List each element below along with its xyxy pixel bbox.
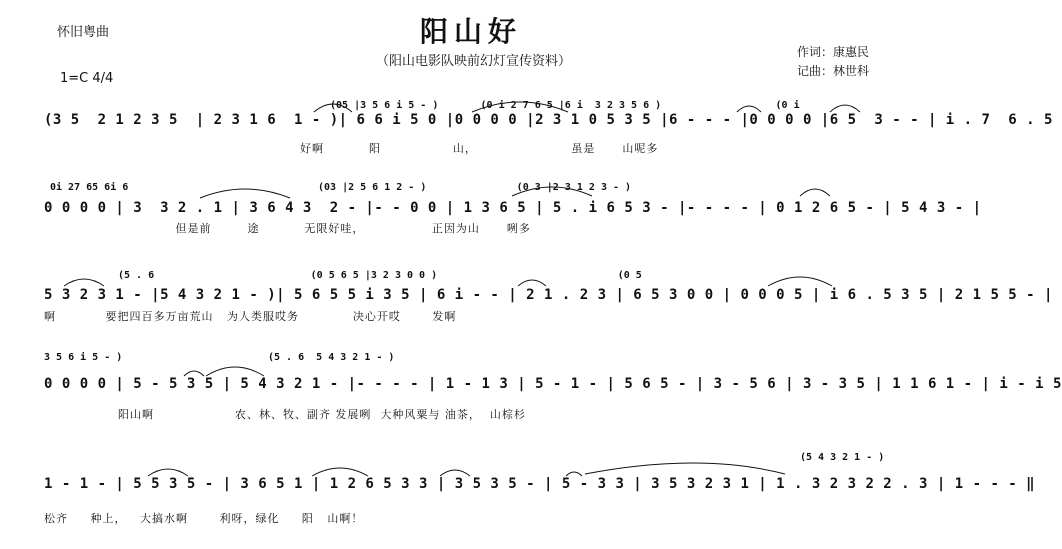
- line-3-notes: 5 3 2 3 1 - |5 4 3 2 1 - )| 5 6 5 5 i 3 5 | 6 i - - | 2 1 . 2 3 | 6 5 3 0 0 | 0 0 0 5 | i 6 . 5 3 5 | 2 1 5 5 - |: [44, 287, 1053, 303]
- line-1-notes: (3 5 2 1 2 3 5 | 2 3 1 6 1 - )| 6 6 i 5 0 |0 0 0 0 |2 3 1 0 5 3 5 |6 - - - |0 0 0 0 |6 5 3 - - | i . 7 6 . 5: [44, 112, 1053, 128]
- line-3-paren-melody: (5 . 6 (0 5 6 5 |3 2 3 0 0 ) (0 5: [118, 270, 642, 281]
- line-2-pre-notes: 0i 27 65 6i 6: [50, 182, 129, 193]
- key-signature: 1=C 4/4: [60, 71, 114, 86]
- line-1-paren-melody: (05 |3 5 6 i 5 - ) (0 i 2 7 6 5 |6 i 3 2 3 5 6 ) (0 i: [330, 100, 800, 111]
- score-line-5: [0, 448, 1036, 538]
- line-2-notes: 0 0 0 0 | 3 3 2 . 1 | 3 6 4 3 2 - |- - 0 0 | 1 3 6 5 | 5 . i 6 5 3 - |- - - - | 0 1 2 6 5 - | 5 4 3 - |: [44, 200, 982, 216]
- score-line-1: [0, 94, 1053, 184]
- category-label: 怀旧粤曲: [57, 25, 110, 40]
- line-5-notes: 1 - 1 - | 5 5 3 5 - | 3 6 5 1 | 1 2 6 5 3 3 | 3 5 3 5 - | 5 - 3 3 | 3 5 3 2 3 1 | 1 . 3 2 3 2 2 . 3 | 1 - - - ‖: [44, 476, 1036, 492]
- line-2-lyrics: 但是前 途 无限好哇， 正因为山 咧多: [144, 222, 531, 235]
- song-subtitle: （阳山电影队映前幻灯宣传资料）: [376, 54, 572, 69]
- song-title: 阳山好: [420, 15, 523, 48]
- score-line-3: [0, 270, 1053, 360]
- line-4-pre-notes: 3 5 6 i 5 - ): [44, 352, 123, 363]
- line-4-lyrics: 阳山啊 农、林、牧、副齐 发展咧 大种风粟与 油茶， 山棕杉: [118, 408, 526, 421]
- lyricist-credit: 作词：康惠民: [797, 45, 870, 59]
- line-2-paren-melody: (03 |2 5 6 1 2 - ) (0 3 |2 3 1 2 3 - ): [318, 182, 632, 193]
- line-3-lyrics: 啊 要把四百多万亩荒山 为人类服哎务 决心开哎 发啊: [44, 310, 457, 323]
- line-5-lyrics: 松齐 种上， 大搞水啊 利呀，绿化 阳 山啊！: [44, 512, 364, 525]
- line-4-notes: 0 0 0 0 | 5 - 5 3 5 | 5 4 3 2 1 - |- - - - | 1 - 1 3 | 5 - 1 - | 5 6 5 - | 3 - 5 6 | 3 - 3 5 | 1 1 6 1 - | i - i 5: [44, 376, 1062, 392]
- score-line-2: [0, 182, 982, 272]
- line-5-paren-melody: (5 4 3 2 1 - ): [800, 452, 885, 463]
- line-1-lyrics: 好啊 阳 山， 虽是 山呢多: [300, 142, 659, 155]
- transcriber-credit: 记曲：林世科: [797, 64, 870, 78]
- score-line-4: [0, 348, 1062, 438]
- line-4-paren-melody: (5 . 6 5 4 3 2 1 - ): [268, 352, 395, 363]
